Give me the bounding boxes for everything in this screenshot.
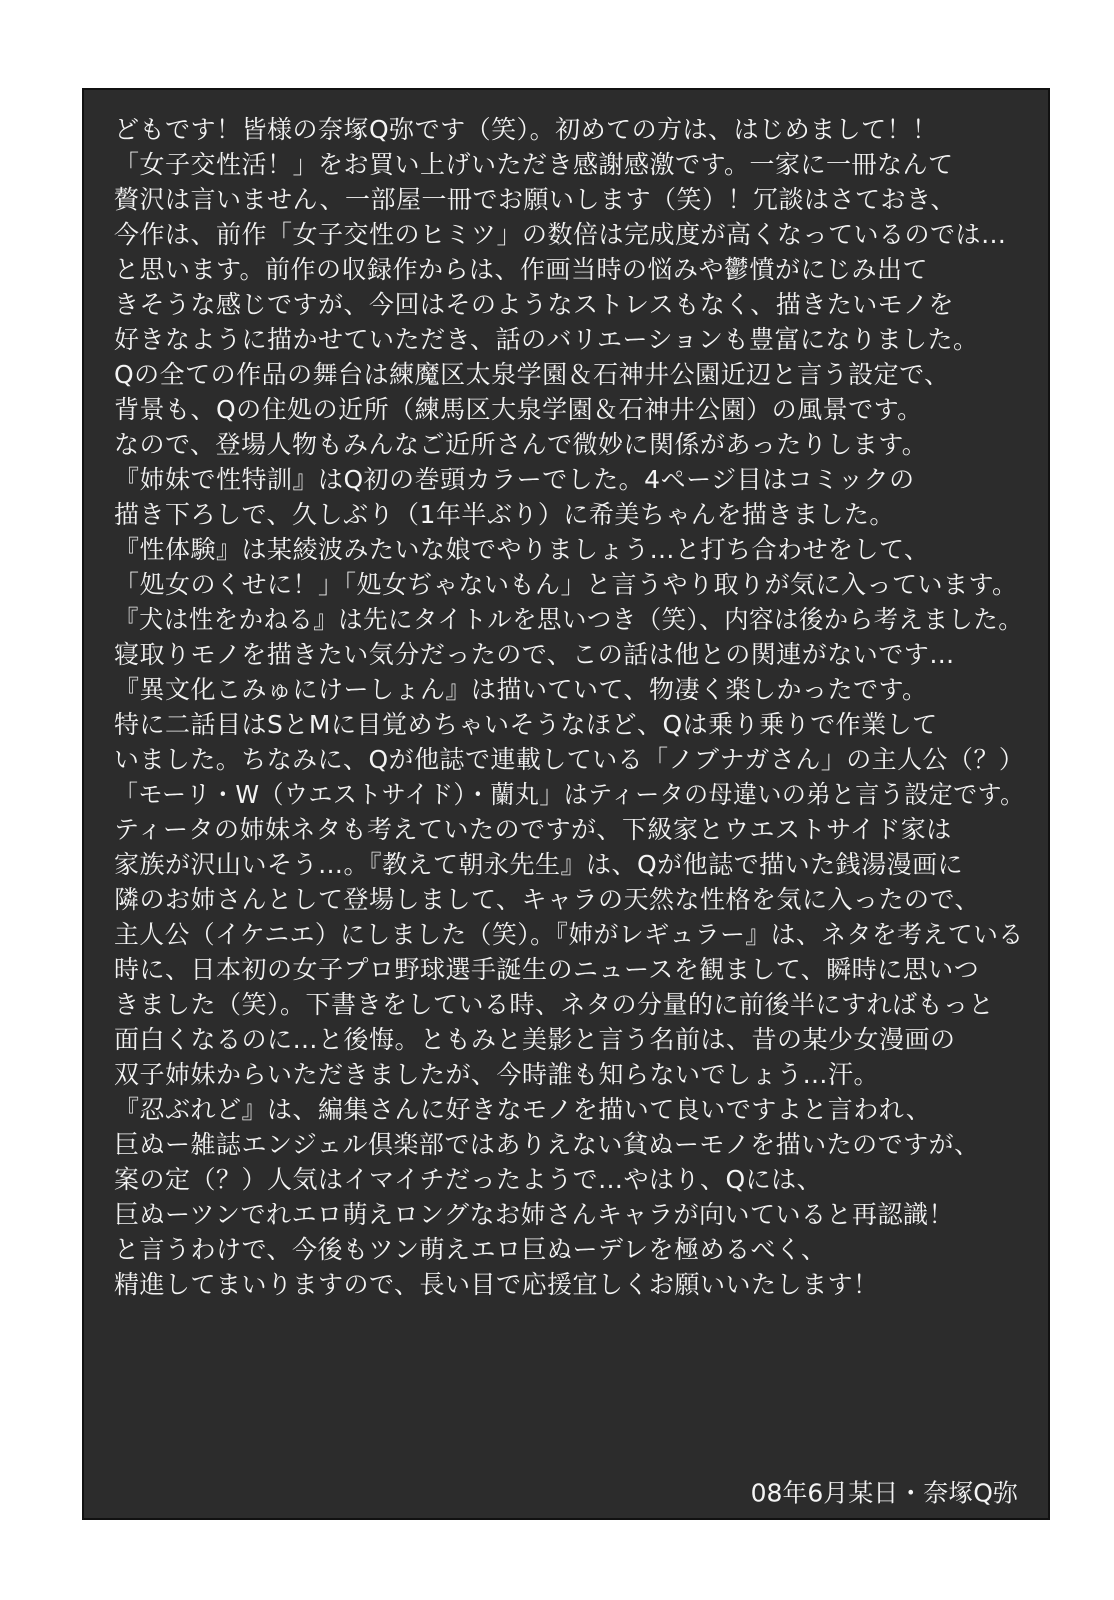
afterword-line: なので、登場人物もみんなご近所さんで微妙に関係があったりします。: [114, 430, 928, 459]
afterword-line: 『姉妹で性特訓』はQ初の巻頭カラーでした。4ページ目はコミックの: [114, 465, 915, 494]
afterword-line: 精進してまいりますので、長い目で応援宜しくお願いいたします！: [114, 1270, 879, 1299]
author-signature: 08年6月某日・奈塚Q弥: [750, 1478, 1018, 1508]
afterword-line: 今作は、前作「女子交性のヒミツ」の数倍は完成度が高くなっているのでは…: [114, 220, 1007, 249]
afterword-line: 巨ぬーツンでれエロ萌えロングなお姉さんキャラが向いていると再認識！: [114, 1200, 955, 1229]
afterword-line: 背景も、Qの住処の近所（練馬区大泉学園＆石神井公園）の風景です。: [114, 395, 923, 424]
afterword-line: 「処女のくせに！」「処女ぢゃないもん」と言うやり取りが気に入っています。: [114, 570, 1018, 599]
afterword-line: 『忍ぶれど』は、編集さんに好きなモノを描いて良いですよと言われ、: [114, 1095, 932, 1124]
afterword-line: Qの全ての作品の舞台は練魔区太泉学園＆石神井公園近辺と言う設定で、: [114, 360, 950, 389]
afterword-line: 好きなように描かせていただき、話のバリエーションも豊富になりました。: [114, 325, 979, 354]
afterword-line: いました。ちなみに、Qが他誌で連載している「ノブナガさん」の主人公（？）: [114, 745, 1025, 774]
afterword-line: 『犬は性をかねる』は先にタイトルを思いつき（笑）、内容は後から考えました。: [114, 605, 1024, 634]
afterword-line: どもです！皆様の奈塚Q弥です（笑）。初めての方は、はじめまして！！: [114, 115, 938, 144]
afterword-line: 隣のお姉さんとして登場しまして、キャラの天然な性格を気に入ったので、: [114, 885, 981, 914]
afterword-line: 「モーリ・W（ウエストサイド）・蘭丸」はティータの母違いの弟と言う設定です。: [114, 780, 1025, 809]
afterword-line: 「女子交性活！」をお買い上げいただき感謝感激です。一家に一冊なんて: [114, 150, 954, 179]
afterword-line: 案の定（？）人気はイマイチだったようで…やはり、Qには、: [114, 1165, 823, 1194]
afterword-text: [114, 112, 1024, 1302]
afterword-line: と言うわけで、今後もツン萌えエロ巨ぬーデレを極めるべく、: [114, 1235, 827, 1264]
afterword-line: きそうな感じですが、今回はそのようなストレスもなく、描きたいモノを: [114, 290, 955, 319]
afterword-line: ティータの姉妹ネタも考えていたのですが、下級家とウエストサイド家は: [114, 815, 952, 844]
afterword-line: 贅沢は言いません、一部屋一冊でお願いします（笑）！冗談はさておき、: [114, 185, 957, 214]
afterword-line: 『性体験』は某綾波みたいな娘でやりましょう…と打ち合わせをして、: [114, 535, 930, 564]
afterword-line: 寝取りモノを描きたい気分だったので、この話は他との関連がないです…: [114, 640, 955, 669]
afterword-panel: [82, 88, 1050, 1520]
afterword-line: きました（笑）。下書きをしている時、ネタの分量的に前後半にすればもっと: [114, 990, 995, 1019]
afterword-line: と思います。前作の収録作からは、作画当時の悩みや鬱憤がにじみ出て: [114, 255, 929, 284]
afterword-line: 描き下ろしで、久しぶり（1年半ぶり）に希美ちゃんを描きました。: [114, 500, 895, 529]
afterword-line: 主人公（イケニエ）にしました（笑）。『姉がレギュラー』は、ネタを考えている: [114, 920, 1024, 949]
afterword-line: 時に、日本初の女子プロ野球選手誕生のニュースを観まして、瞬時に思いつ: [114, 955, 980, 984]
afterword-line: 巨ぬー雑誌エンジェル倶楽部ではありえない貧ぬーモノを描いたのですが、: [114, 1130, 980, 1159]
afterword-line: 『異文化こみゅにけーしょん』は描いていて、物凄く楽しかったです。: [114, 675, 928, 704]
afterword-line: 特に二話目はSとMに目覚めちゃいそうなほど、Qは乗り乗りで作業して: [114, 710, 938, 739]
afterword-line: 家族が沢山いそう…。『教えて朝永先生』は、Qが他誌で描いた銭湯漫画に: [114, 850, 964, 879]
afterword-line: 面白くなるのに…と後悔。ともみと美影と言う名前は、昔の某少女漫画の: [114, 1025, 956, 1054]
afterword-line: 双子姉妹からいただきましたが、今時誰も知らないでしょう…汗。: [114, 1060, 880, 1089]
